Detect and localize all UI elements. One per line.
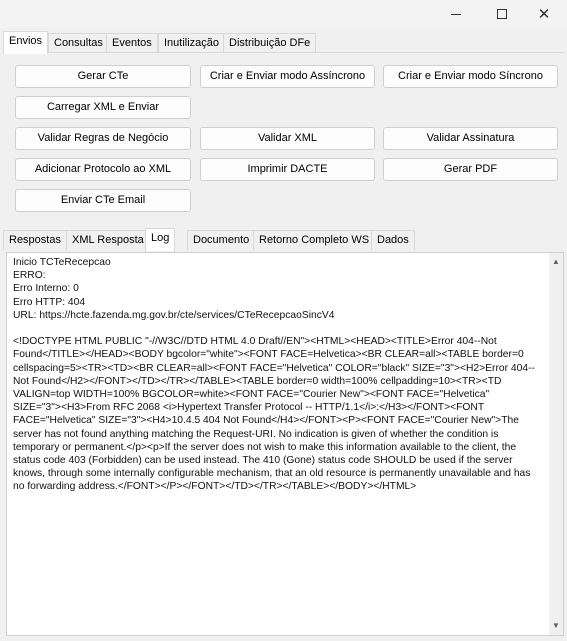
maximize-button[interactable] xyxy=(479,0,525,28)
output-tab-bar xyxy=(0,228,567,250)
tab-retorno-completo-ws[interactable]: Retorno Completo WS xyxy=(253,230,375,250)
close-icon: ✕ xyxy=(537,5,551,23)
validar-regras-negocio-button[interactable]: Validar Regras de Negócio xyxy=(15,127,191,150)
log-text: Inicio TCTeRecepcao ERRO: Erro Interno: 0 Erro HTTP: 404 URL: https://hcte.fazenda.mg.gov.br/cte/services/CTeRecepcaoSincV4 <!DOCTYPE HTML PUBLIC "-//W3C//DTD HTML 4.0 Draft//EN"><HTML><HEAD><TITLE>Error 404--Not Found</TITLE></HEAD><BODY bgcolor="white"><FONT FACE=Helvetica><BR CLEAR=all><TABLE border=0 cellspacing=5><TR><TD><BR CLEAR=all><FONT FACE="Helvetica" COLOR="black" SIZE="3"><H2>Error 404--Not Found</H2></FONT></TD></TR></TABLE><TABLE border=0 width=100% cellpadding=10><TR><TD VALIGN=top WIDTH=100% BGCOLOR=white><FONT FACE="Courier New"><FONT FACE="Helvetica" SIZE="3"><H3>From RFC 2068 <i>Hypertext Transfer Protocol -- HTTP/1.1</i>:</H3></FONT><FONT FACE="Helvetica" SIZE="3"><H4>10.4.5 404 Not Found</H4></FONT><P><FONT FACE="Courier New">The server has not found anything matching the Request-URI. No indication is given of whether the condition is temporary or permanent.</p><p>If the server does not wish to make this information available to the client, the status code 403 (Forbidden) can be used instead. The 410 (Gone) status code SHOULD be used if the server knows, through some internally configurable mechanism, that an old resource is permanently unavailable and has no forwarding address.</FONT></P></FONT></TD></TR></TABLE></BODY></HTML> xyxy=(13,257,535,493)
criar-enviar-sincrono-button[interactable]: Criar e Enviar modo Síncrono xyxy=(383,65,558,88)
gerar-cte-button[interactable]: Gerar CTe xyxy=(15,65,191,88)
maximize-icon xyxy=(497,9,507,19)
tab-xml-resposta[interactable]: XML Resposta xyxy=(66,230,150,250)
minimize-icon xyxy=(451,14,461,15)
envios-panel xyxy=(3,52,564,224)
tab-distribuicao-dfe[interactable]: Distribuição DFe xyxy=(223,33,316,53)
adicionar-protocolo-button[interactable]: Adicionar Protocolo ao XML xyxy=(15,158,191,181)
imprimir-dacte-button[interactable]: Imprimir DACTE xyxy=(200,158,375,181)
main-tab-bar xyxy=(0,31,567,53)
criar-enviar-assincrono-button[interactable]: Criar e Enviar modo Assíncrono xyxy=(200,65,375,88)
carregar-xml-enviar-button[interactable]: Carregar XML e Enviar xyxy=(15,96,191,119)
validar-xml-button[interactable]: Validar XML xyxy=(200,127,375,150)
close-button[interactable] xyxy=(521,0,567,28)
tab-eventos[interactable]: Eventos xyxy=(106,33,158,53)
log-textarea[interactable] xyxy=(6,252,564,636)
log-scrollbar[interactable] xyxy=(549,253,563,635)
tab-documento[interactable]: Documento xyxy=(187,230,255,250)
tab-respostas[interactable]: Respostas xyxy=(3,230,67,250)
scroll-down-icon[interactable]: ▼ xyxy=(552,621,560,630)
title-bar xyxy=(0,0,567,28)
tab-inutilizacao[interactable]: Inutilização xyxy=(158,33,225,53)
tab-log[interactable]: Log xyxy=(145,228,175,251)
tab-consultas[interactable]: Consultas xyxy=(48,33,109,53)
gerar-pdf-button[interactable]: Gerar PDF xyxy=(383,158,558,181)
enviar-cte-email-button[interactable]: Enviar CTe Email xyxy=(15,189,191,212)
scroll-up-icon[interactable]: ▲ xyxy=(552,257,560,266)
minimize-button[interactable] xyxy=(433,0,479,28)
tab-envios[interactable]: Envios xyxy=(3,31,48,54)
validar-assinatura-button[interactable]: Validar Assinatura xyxy=(383,127,558,150)
tab-dados[interactable]: Dados xyxy=(371,230,415,250)
